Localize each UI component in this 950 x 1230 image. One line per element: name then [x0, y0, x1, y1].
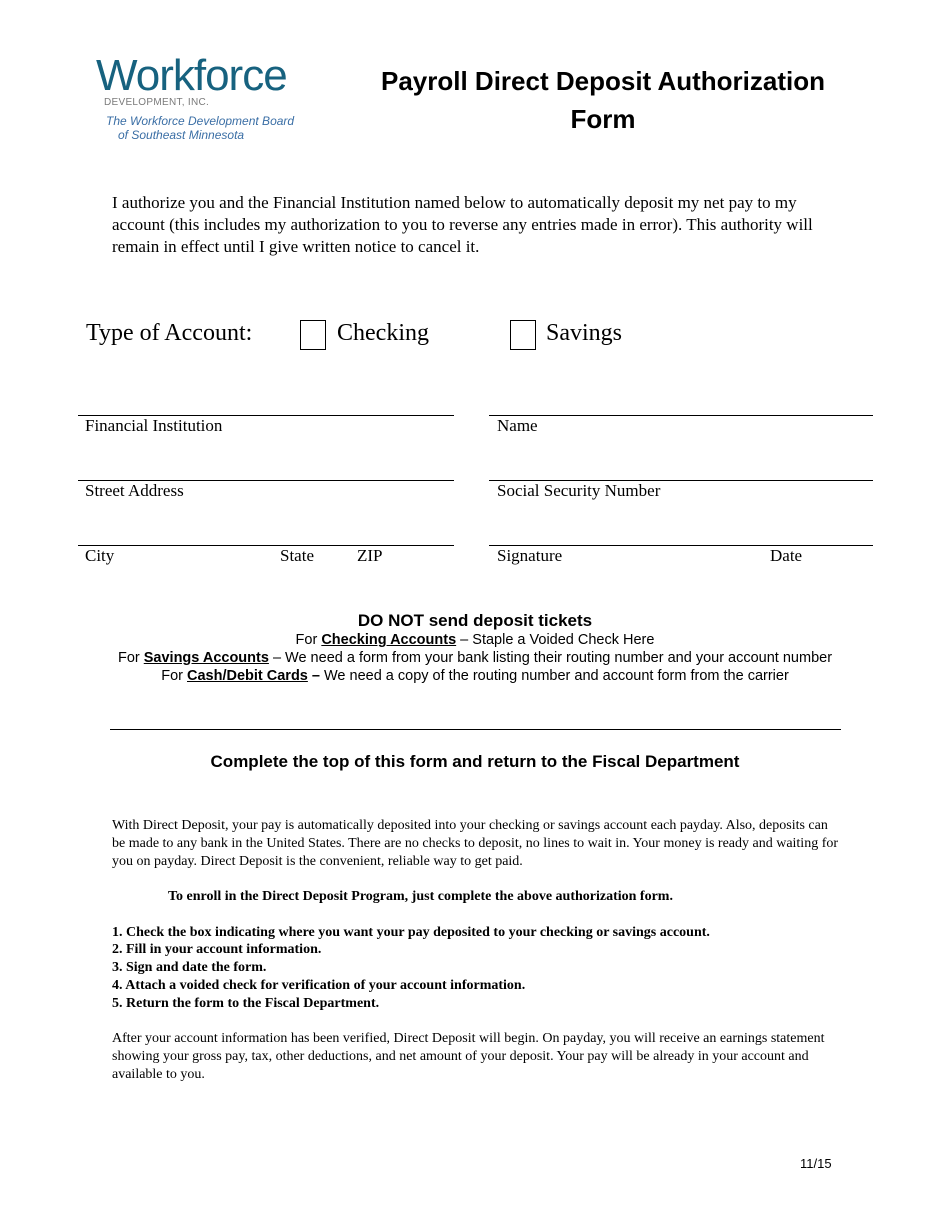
form-revision-code: 11/15	[800, 1156, 832, 1171]
savings-label: Savings	[546, 320, 623, 346]
signature-label: Signature	[497, 546, 563, 565]
form-title: Payroll Direct Deposit Authorization Form	[381, 66, 825, 134]
street-address-label: Street Address	[85, 481, 184, 500]
savings-accounts-emphasis: Savings Accounts	[143, 650, 269, 666]
authorization-statement: I authorize you and the Financial Institution named below to automatically deposit my net pay to my account (this includes my authorization to you to reverse any entries made in error). This authority will remain in effect until I give written notice to cancel it.	[112, 193, 813, 256]
notice-checking: For Checking Accounts – Staple a Voided Check Here	[295, 632, 655, 648]
step-1: 1. Check the box indicating where you want your pay deposited to your checking or savings account.	[112, 925, 710, 940]
ssn-label: Social Security Number	[497, 481, 661, 500]
return-instruction: Complete the top of this form and return to the Fiscal Department	[210, 752, 740, 771]
logo-tagline-line1: The Workforce Development Board	[106, 114, 295, 128]
section-divider	[110, 729, 841, 730]
account-type-label: Type of Account:	[86, 320, 253, 346]
closing-paragraph: After your account information has been verified, Direct Deposit will begin. On payday, you will receive an earnings statement showing your gross pay, tax, other deductions, and net amount of your deposit. Your pay will be already in your account and available to you.	[112, 1031, 825, 1082]
direct-deposit-info: With Direct Deposit, your pay is automatically deposited into your checking or savings account each payday. Also, deposits can be made to any bank in the United States. There are no checks to deposit, no lines to wait in. Your money is ready and waiting for you on payday. Direct Deposit is the convenient, reliable way to get paid.	[112, 818, 839, 869]
notice-savings: For Savings Accounts – We need a form from your bank listing their routing number and your account number	[117, 650, 833, 666]
step-2: 2. Fill in your account information.	[112, 942, 322, 957]
enroll-heading: To enroll in the Direct Deposit Program, just complete the above authorization form.	[168, 889, 673, 904]
city-label: City	[85, 546, 115, 565]
financial-institution-label: Financial Institution	[85, 416, 223, 435]
step-4: 4. Attach a voided check for verification of your account information.	[112, 978, 526, 993]
logo-tagline-line2: of Southeast Minnesota	[118, 128, 245, 142]
checking-checkbox[interactable]	[300, 320, 326, 350]
name-line[interactable]	[489, 415, 873, 416]
date-label: Date	[770, 546, 803, 565]
checking-accounts-emphasis: Checking Accounts	[321, 632, 457, 648]
name-label: Name	[497, 416, 538, 435]
logo-wordmark: Workforce	[96, 51, 287, 100]
checking-label: Checking	[337, 320, 429, 346]
city-state-zip-line[interactable]	[78, 545, 454, 546]
notice-cards: For Cash/Debit Cards – We need a copy of the routing number and account form from the carrier	[161, 668, 789, 684]
savings-checkbox[interactable]	[510, 320, 536, 350]
zip-label: ZIP	[357, 546, 383, 565]
step-3: 3. Sign and date the form.	[112, 960, 267, 975]
logo-subtitle: DEVELOPMENT, INC.	[104, 97, 210, 108]
step-5: 5. Return the form to the Fiscal Department.	[112, 996, 380, 1011]
cash-debit-cards-emphasis: Cash/Debit Cards	[187, 668, 308, 684]
notice-heading: DO NOT send deposit tickets	[357, 611, 593, 630]
state-label: State	[280, 546, 314, 565]
